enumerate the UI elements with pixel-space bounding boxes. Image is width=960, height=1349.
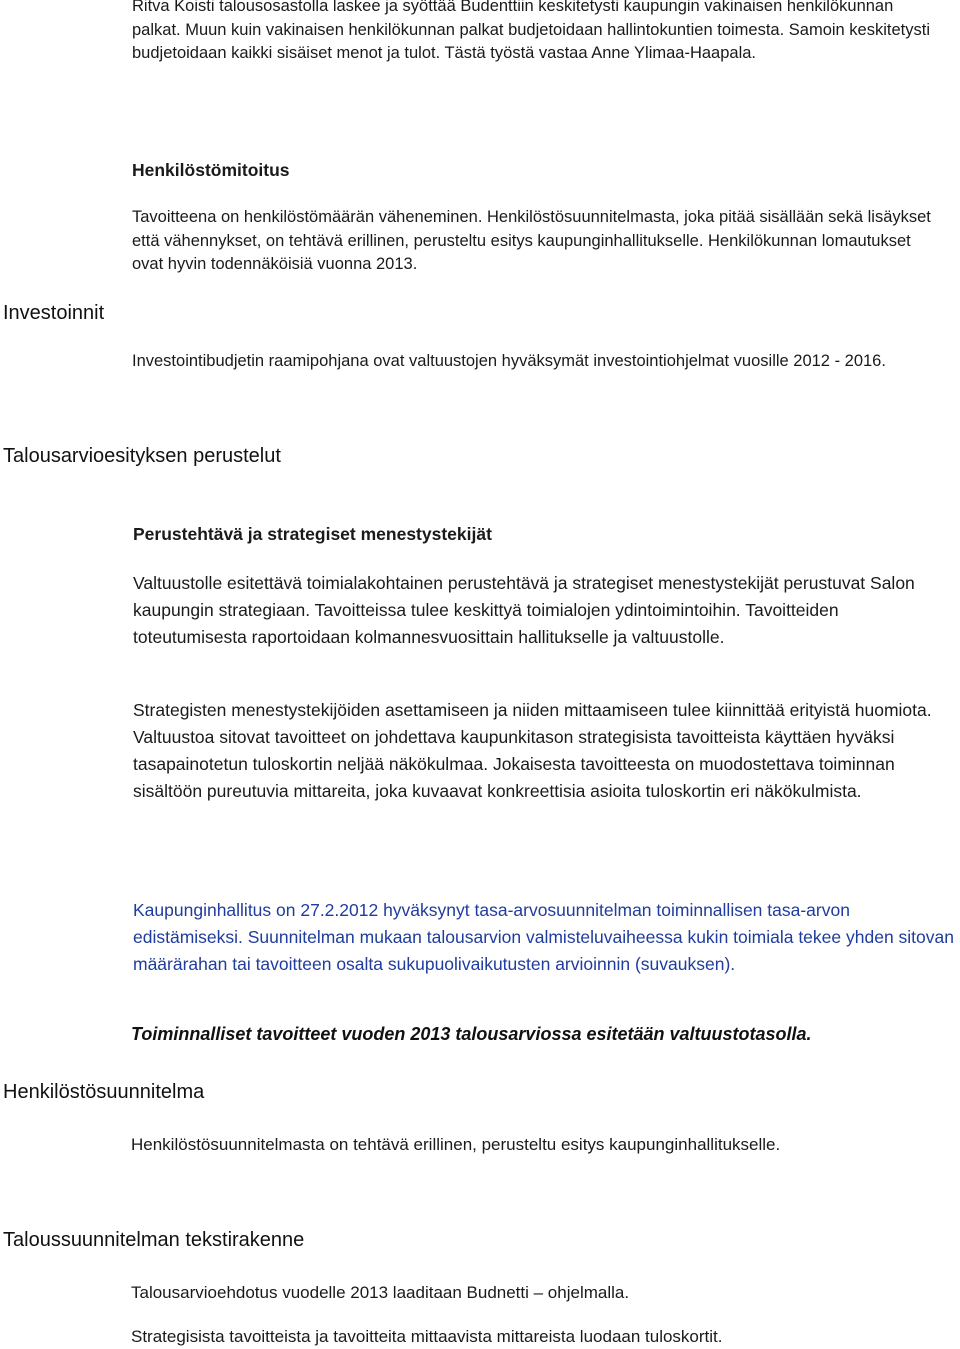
henkilostomitoitus-heading: Henkilöstömitoitus (132, 160, 290, 180)
strategia-paragraph: Strategisten menestystekijöiden asettamiseen ja niiden mittaamiseen tulee kiinnittää erityistä huomiota. Valtuustoa sitovat tavoitteet on johdettava kaupunkitason strategisista tavoitteista käyttäen hyväksi tasapainotetun tuloskortin neljää näkökulmaa. Jokaisesta tavoitteesta on muodostettava toiminnan sisältöön pureutuvia mittareita, joka kuvaavat konkreettisia asioita tuloskortin eri näkökulmista. (133, 700, 932, 801)
taloussuunnitelma-heading: Taloussuunnitelman tekstirakenne (3, 1229, 305, 1251)
henkilostosuunnitelma-paragraph: Henkilöstösuunnitelmasta on tehtävä erillinen, perusteltu esitys kaupunginhallitukselle. (131, 1135, 781, 1154)
investoinnit-heading: Investoinnit (3, 302, 105, 324)
budnetti-paragraph: Talousarvioehdotus vuodelle 2013 laaditaan Budnetti – ohjelmalla. (131, 1283, 630, 1302)
tasa-arvo-paragraph: Kaupunginhallitus on 27.2.2012 hyväksynyt tasa-arvosuunnitelman toiminnallisen tasa-arvon edistämiseksi. Suunnitelman mukaan talousarvion valmisteluvaiheessa kukin toimiala tekee yhden sitovan määrärahan tai tavoitteen osalta sukupuolivaikutusten arvioinnin (suvauksen). (133, 900, 954, 974)
perustehtava-subheading: Perustehtävä ja strategiset menestystekijät (133, 524, 492, 544)
perustehtava-paragraph: Valtuustolle esitettävä toimialakohtainen perustehtävä ja strategiset menestystekijät perustuvat Salon kaupungin strategiaan. Tavoitteissa tulee keskittyä toimialojen ydintoimintoihin. Tavoitteiden toteutumisesta raportoidaan kolmannesvuosittain hallitukselle ja valtuustolle. (133, 573, 915, 647)
talousarvioesitys-heading: Talousarvioesityksen perustelut (3, 445, 281, 467)
henkilostomitoitus-paragraph: Tavoitteena on henkilöstömäärän väheneminen. Henkilöstösuunnitelmasta, joka pitää sisällään sekä lisäykset että vähennykset, on tehtävä erillinen, perusteltu esitys kaupunginhallitukselle. Henkilökunnan lomautukset ovat hyvin todennäköisiä vuonna 2013. (132, 208, 931, 273)
tuloskortit-paragraph: Strategisista tavoitteista ja tavoitteita mittaavista mittareista luodaan tuloskortit. (131, 1327, 723, 1346)
henkilostosuunnitelma-heading: Henkilöstösuunnitelma (3, 1081, 205, 1103)
investoinnit-paragraph: Investointibudjetin raamipohjana ovat valtuustojen hyväksymät investointiohjelmat vuosille 2012 - 2016. (132, 352, 886, 370)
toiminnalliset-tavoitteet-emphasis: Toiminnalliset tavoitteet vuoden 2013 talousarviossa esitetään valtuustotasolla. (131, 1024, 812, 1044)
intro-paragraph: Ritva Koisti talousosastolla laskee ja syöttää Budenttiin keskitetysti kaupungin vakinaisen henkilökunnan palkat. Muun kuin vakinaisen henkilökunnan palkat budjetoidaan hallintokuntien toimesta. Samoin keskitetysti budjetoidaan kaikki sisäiset menot ja tulot. Tästä työstä vastaa Anne Ylimaa-Haapala. (132, 0, 930, 62)
